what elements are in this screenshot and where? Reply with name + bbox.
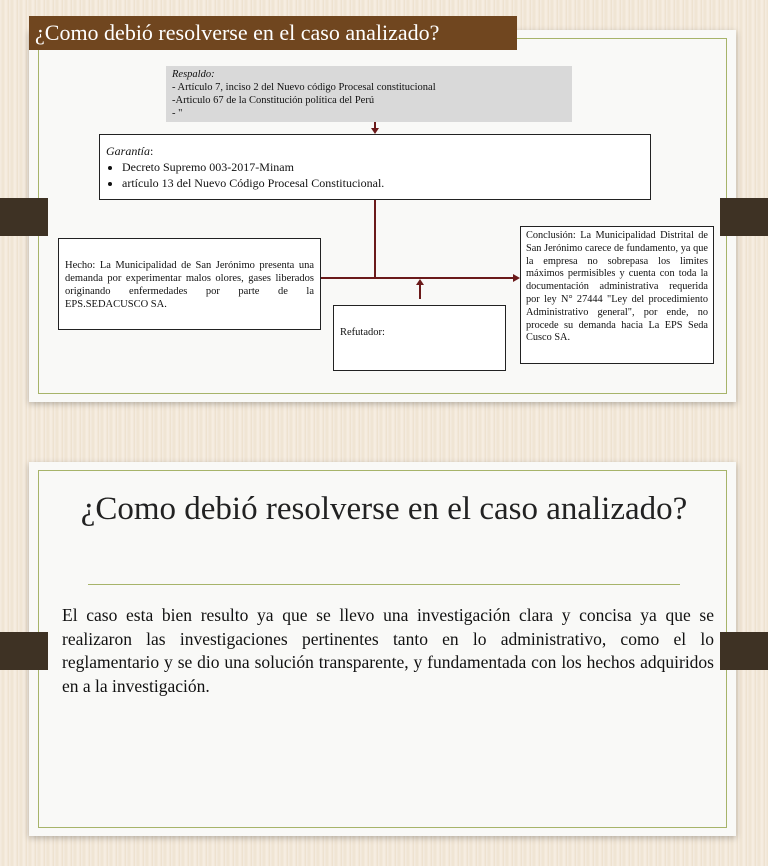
slide-2-title: ¿Como debió resolverse en el caso analizado? <box>80 491 688 527</box>
title-divider <box>88 584 680 585</box>
arrow-right-icon <box>513 274 520 282</box>
respaldo-line-3: - " <box>172 108 183 119</box>
garantia-item-1: • Decreto Supremo 003-2017-Minam <box>122 159 644 175</box>
garantia-box <box>99 134 651 200</box>
refutador-text: Refutador: <box>340 327 385 338</box>
conclusion-text: Conclusión: La Municipalidad Distrital de San Jerónimo carece de fundamento, ya que la empresa no sobrepasa los limites máximos permisibles y cuenta con toda la documentación administrativa requerida por ley N° 27444 "Ley del procedimiento Administrativo general", por ende, no procede su demanda hacia La EPS Seda Cusco SA. <box>526 230 708 344</box>
respaldo-line-1: - Artículo 7, inciso 2 del Nuevo código Procesal constitucional <box>172 82 436 93</box>
respaldo-line-2: -Articulo 67 de la Constitución política del Perú <box>172 95 375 106</box>
conclusion-box <box>520 226 714 364</box>
respaldo-box <box>166 66 572 122</box>
connector-garantia-main <box>374 200 376 278</box>
garantia-colon: : <box>150 144 154 158</box>
hecho-box <box>58 238 321 330</box>
respaldo-colon: : <box>211 69 215 80</box>
garantia-list <box>106 159 644 191</box>
garantia-label: Garantía <box>106 144 151 158</box>
refutador-box <box>333 305 506 371</box>
slide-1-title: ¿Como debió resolverse en el caso analizado? <box>29 16 517 50</box>
slide-1-right-tab <box>720 198 768 236</box>
slide-1-left-tab <box>0 198 48 236</box>
arrow-up-icon <box>416 279 424 285</box>
slide-2-right-tab <box>720 632 768 670</box>
garantia-item-2: • artículo 13 del Nuevo Código Procesal Constitucional. <box>122 175 644 191</box>
connector-refutador <box>419 284 421 299</box>
slide-2-body: El caso esta bien resulto ya que se llevo una investigación clara y concisa ya que se realizaron las investigaciones pertinentes tanto en lo administrativo, como el lo reglamentario y se dio una solución transparente, y fundamentada con los hechos adquiridos en a la investigación. <box>62 605 714 696</box>
respaldo-label: Respaldo <box>172 69 212 80</box>
slide-2-left-tab <box>0 632 48 670</box>
hecho-text: Hecho: La Municipalidad de San Jerónimo presenta una demanda por experimentar malos olores, gases liberados originando enfermedades por parte de la EPS.SEDACUSCO SA. <box>65 260 314 310</box>
